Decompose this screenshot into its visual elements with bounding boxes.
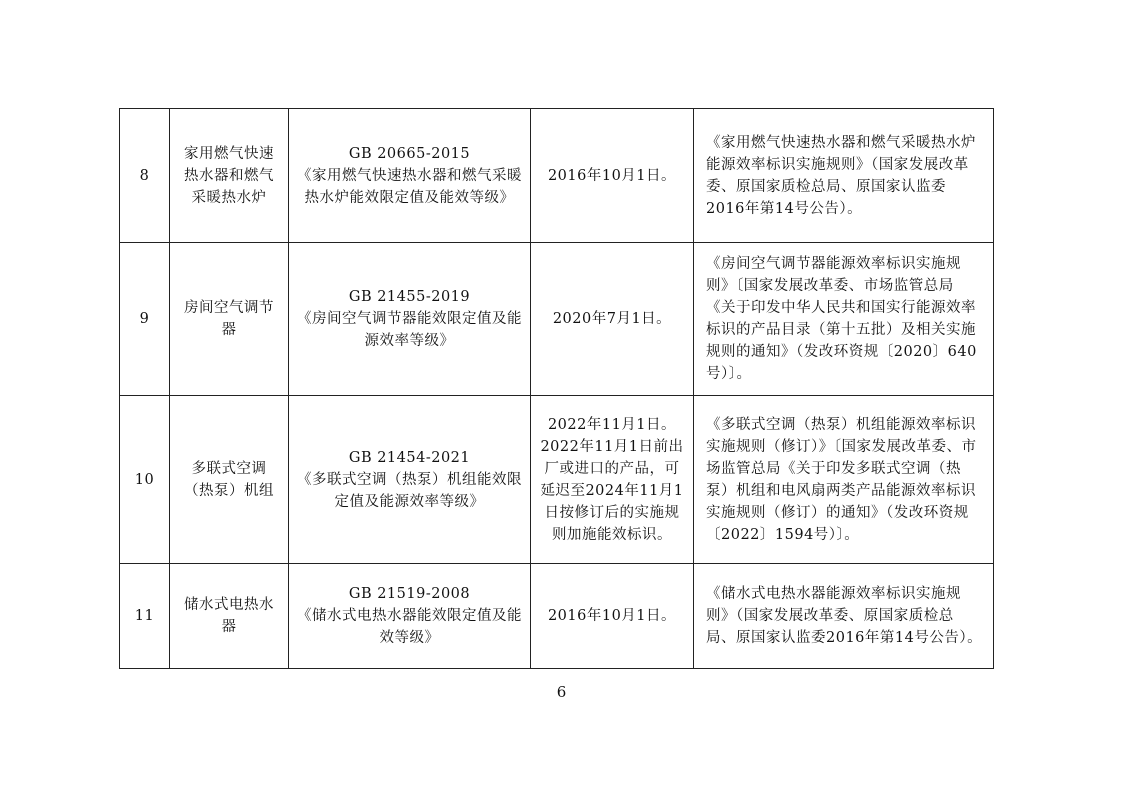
product-name: 家用燃气快速热水器和燃气采暖热水炉 [170,109,289,243]
page-number: 6 [556,683,567,701]
standard-cell [289,564,531,669]
standard-code: GB 20665-2015 [348,145,471,162]
product-name: 房间空气调节器 [170,243,289,396]
row-number: 8 [120,109,170,243]
row-number: 10 [120,396,170,564]
implementation-rule: 《储水式电热水器能源效率标识实施规则》（国家发展改革委、原国家质检总局、原国家认监委2016年第14号公告）。 [694,564,994,669]
implementation-rule: 《多联式空调（热泵）机组能源效率标识实施规则（修订）》〔国家发展改革委、市场监管总局《关于印发多联式空调（热泵）机组和电风扇两类产品能源效率标识实施规则（修订）的通知》（发改环资规〔2022〕1594号）〕。 [694,396,994,564]
effective-date: 2020年7月1日。 [531,243,694,396]
standard-name: 《房间空气调节器能效限定值及能源效率等级》 [297,311,522,349]
standard-name: 《多联式空调（热泵）机组能效限定值及能源效率等级》 [297,471,522,510]
product-name: 多联式空调（热泵）机组 [170,396,289,564]
implementation-rule: 《房间空气调节器能源效率标识实施规则》〔国家发展改革委、市场监管总局《关于印发中华人民共和国实行能源效率标识的产品目录（第十五批）及相关实施规则的通知》（发改环资规〔2020〕640号）〕。 [694,243,994,396]
effective-date: 2022年11月1日。2022年11月1日前出厂或进口的产品，可延迟至2024年11月1日按修订后的实施规则加施能效标识。 [531,396,694,564]
table-row [120,564,994,669]
table-row [120,109,994,243]
standard-cell [289,109,531,243]
implementation-rule: 《家用燃气快速热水器和燃气采暖热水炉能源效率标识实施规则》（国家发展改革委、原国家质检总局、原国家认监委2016年第14号公告）。 [694,109,994,243]
standard-code: GB 21454-2021 [348,449,471,466]
standard-code: GB 21519-2008 [348,586,471,602]
energy-label-table [119,108,994,669]
standard-name: 《家用燃气快速热水器和燃气采暖热水炉能效限定值及能效等级》 [297,167,522,206]
effective-date: 2016年10月1日。 [531,109,694,243]
table-row [120,396,994,564]
row-number: 11 [120,564,170,669]
table-row [120,243,994,396]
standard-name: 《储水式电热水器能效限定值及能效等级》 [297,608,522,646]
standard-cell [289,243,531,396]
standard-cell [289,396,531,564]
standard-code: GB 21455-2019 [348,289,471,305]
product-name: 储水式电热水器 [170,564,289,669]
row-number: 9 [120,243,170,396]
effective-date: 2016年10月1日。 [531,564,694,669]
